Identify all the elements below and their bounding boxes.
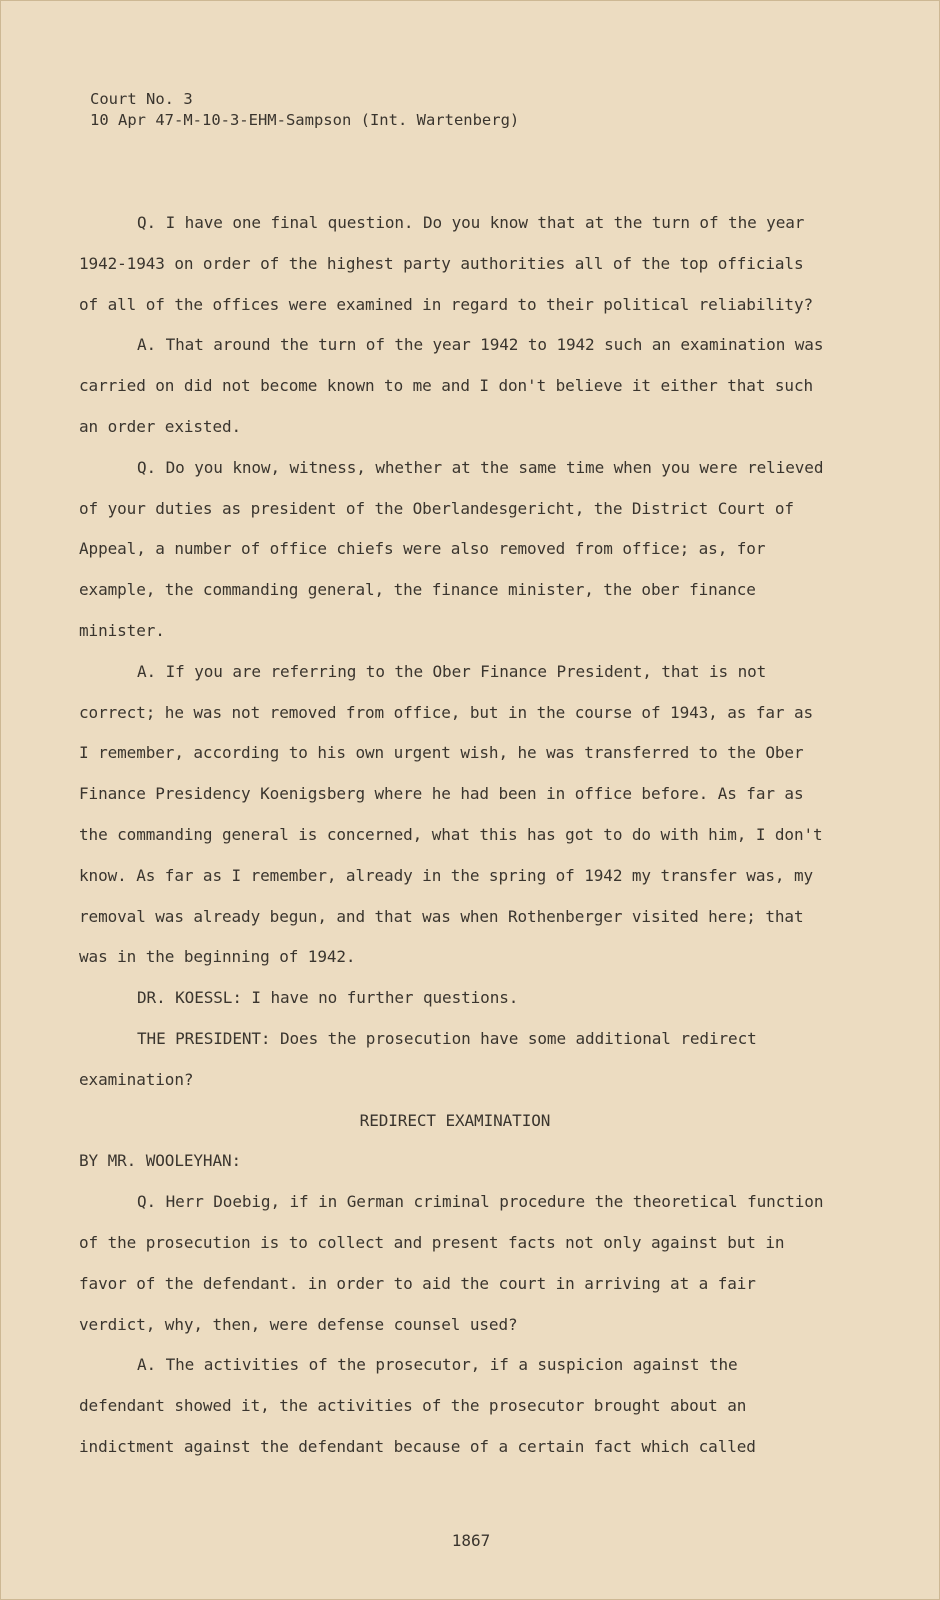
examiner-line: BY MR. WOOLEYHAN: xyxy=(79,1151,242,1171)
question-paragraph: Q. I have one final question. Do you know that at the turn of the year 1942-1943 on order of the highest party authorities all of the top officials of all of the offices were examined in regard to their political reliability? xyxy=(79,213,814,314)
president-statement: THE PRESIDENT: Does the prosecution have some additional redirect examination? xyxy=(79,1028,757,1089)
document-header xyxy=(90,89,519,131)
counsel-statement: DR. KOESSL: I have no further questions. xyxy=(137,988,519,1008)
answer-paragraph: A. If you are referring to the Ober Finance President, that is not correct; he was not removed from office, but in the course of 1943, as far as I remember, according to his own urgent wish, he was transferred to the Ober Finance Presidency Koenigsberg where he had been in office before. As far as the commanding general is concerned, what this has got to do with him, I don't know. As far as I remember, already in the spring of 1942 my transfer was, my removal was already begun, and that was when Rothenberger visited here; that was in the beginning of 1942. xyxy=(79,661,823,967)
question-paragraph: Q. Herr Doebig, if in German criminal procedure the theoretical function of the prosecution is to collect and present facts not only against but in favor of the defendant. in order to aid the court in arriving at a fair verdict, why, then, were defense counsel used? xyxy=(79,1192,824,1334)
question-paragraph: Q. Do you know, witness, whether at the same time when you were relieved of your duties as president of the Oberlandesgericht, the District Court of Appeal, a number of office chiefs were also removed from office; as, for example, the commanding general, the finance minister, the ober finance minister. xyxy=(79,457,824,640)
transcript-body xyxy=(79,203,831,1468)
page-number: 1867 xyxy=(451,1531,491,1550)
answer-paragraph: A. The activities of the prosecutor, if a suspicion against the defendant showed it, the activities of the prosecutor brought about an indictment against the defendant because of a certain fact which called xyxy=(79,1355,756,1456)
section-heading: REDIRECT EXAMINATION xyxy=(359,1110,551,1130)
answer-paragraph: A. That around the turn of the year 1942 to 1942 such an examination was carried on did not become known to me and I don't believe it either that such an order existed. xyxy=(79,335,824,436)
session-reference: 10 Apr 47-M-10-3-EHM-Sampson (Int. Wartenberg) xyxy=(90,111,520,129)
court-number: Court No. 3 xyxy=(90,90,193,108)
